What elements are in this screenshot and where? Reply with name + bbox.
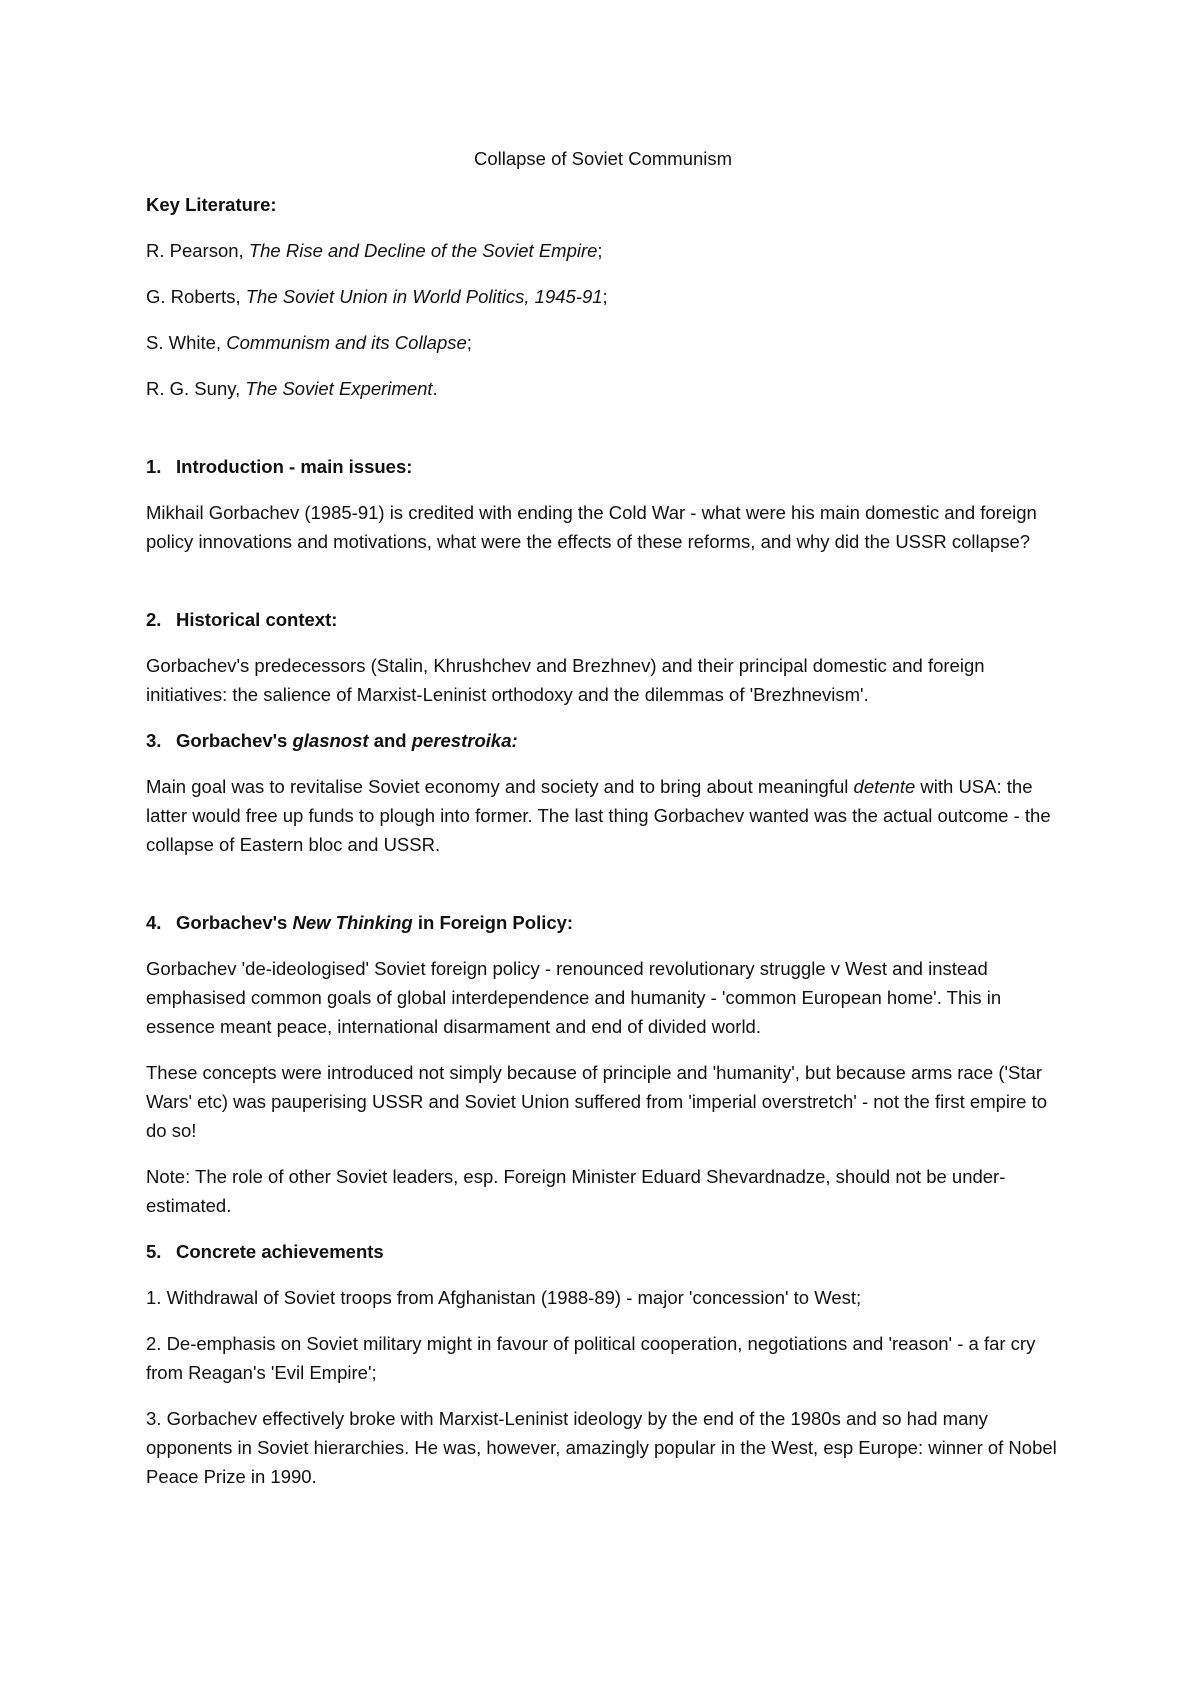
section-heading-new-thinking: 4. Gorbachev's New Thinking in Foreign Policy:	[146, 912, 574, 933]
section-body-glasnost-perestroika: Main goal was to revitalise Soviet economy and society and to bring about meaningful detente with USA: the latter would free up funds to plough into former. The last thing Gorbachev wanted was the actual outcome - the collapse of Eastern bloc and USSR.	[146, 776, 1051, 855]
section-heading-historical-context: 2. Historical context:	[146, 609, 338, 630]
literature-item: S. White, Communism and its Collapse;	[146, 332, 472, 353]
literature-item: R. G. Suny, The Soviet Experiment.	[146, 378, 438, 399]
section-body-introduction: Mikhail Gorbachev (1985-91) is credited with ending the Cold War - what were his main domestic and foreign policy innovations and motivations, what were the effects of these reforms, and why did the USSR collapse?	[146, 502, 1037, 552]
achievement-item: 3. Gorbachev effectively broke with Marxist-Leninist ideology by the end of the 1980s and so had many opponents in Soviet hierarchies. He was, however, amazingly popular in the West, esp Europe: winner of Nobel Peace Prize in 1990.	[146, 1408, 1057, 1487]
literature-item: R. Pearson, The Rise and Decline of the Soviet Empire;	[146, 240, 603, 261]
literature-item: G. Roberts, The Soviet Union in World Politics, 1945-91;	[146, 286, 608, 307]
section-body-new-thinking-p1: Gorbachev 'de-ideologised' Soviet foreign policy - renounced revolutionary struggle v West and instead emphasised common goals of global interdependence and humanity - 'common European home'. This in essence meant peace, international disarmament and end of divided world.	[146, 958, 1002, 1037]
key-literature-label: Key Literature:	[146, 194, 277, 215]
section-body-new-thinking-note: Note: The role of other Soviet leaders, esp. Foreign Minister Eduard Shevardnadze, should not be under-estimated.	[146, 1166, 1006, 1216]
section-body-new-thinking-p2: These concepts were introduced not simply because of principle and 'humanity', but because arms race ('Star Wars' etc) was pauperising USSR and Soviet Union suffered from 'imperial overstretch' - not the first empire to do so!	[146, 1062, 1048, 1141]
section-heading-introduction: 1. Introduction - main issues:	[146, 456, 413, 477]
section-heading-glasnost-perestroika: 3. Gorbachev's glasnost and perestroika:	[146, 730, 518, 751]
section-body-historical-context: Gorbachev's predecessors (Stalin, Khrushchev and Brezhnev) and their principal domestic and foreign initiatives: the salience of Marxist-Leninist orthodoxy and the dilemmas of 'Brezhnevism'.	[146, 655, 985, 705]
document-title: Collapse of Soviet Communism	[473, 148, 733, 169]
document-body	[146, 144, 1060, 1508]
achievement-item: 1. Withdrawal of Soviet troops from Afghanistan (1988-89) - major 'concession' to West;	[146, 1287, 862, 1308]
achievement-item: 2. De-emphasis on Soviet military might in favour of political cooperation, negotiations and 'reason' - a far cry from Reagan's 'Evil Empire';	[146, 1333, 1036, 1383]
section-heading-concrete-achievements: 5. Concrete achievements	[146, 1241, 384, 1262]
